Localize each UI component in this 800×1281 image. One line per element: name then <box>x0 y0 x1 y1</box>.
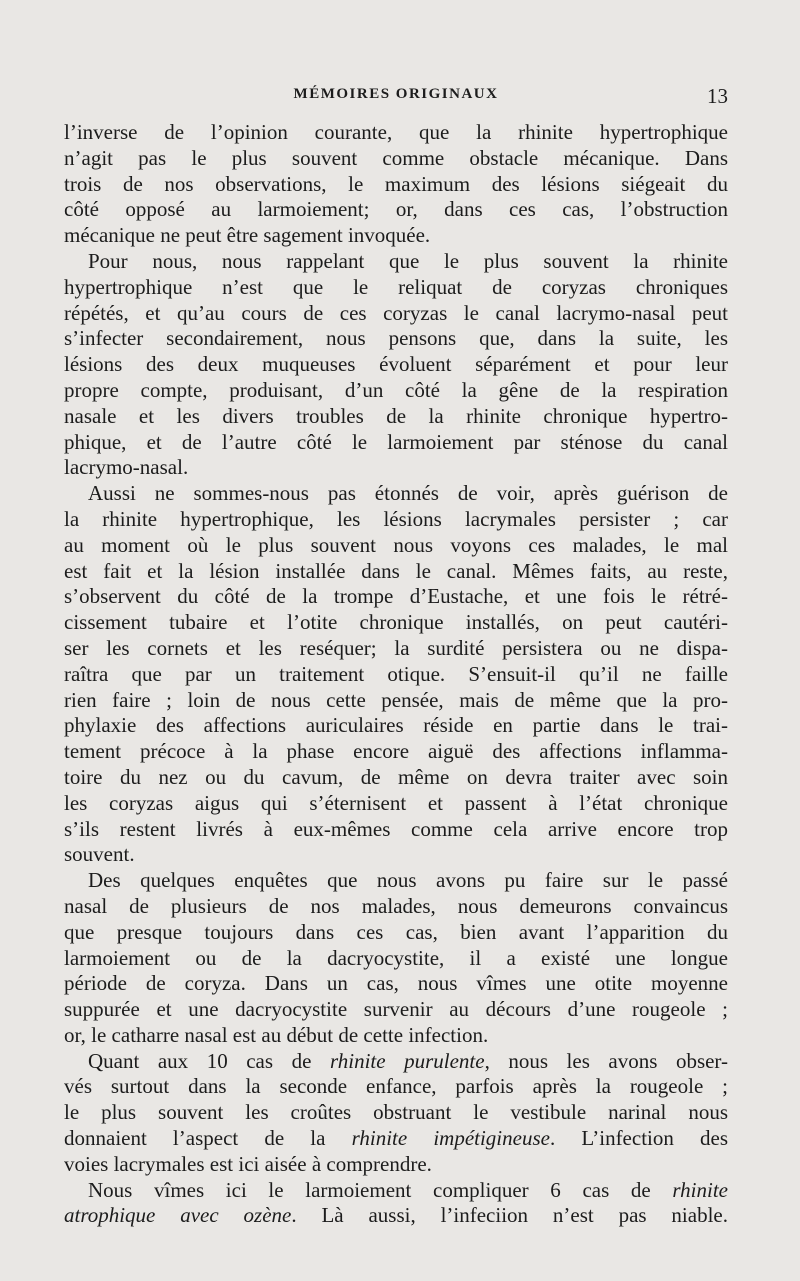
text-line: s’ils restent livrés à eux-mêmes comme cela arrive encore trop <box>64 816 728 841</box>
text-segment: Nous vîmes ici le larmoiement compliquer 6 cas de <box>88 1177 673 1202</box>
text-line: phique, et de l’autre côté le larmoiement par sténose du canal <box>64 429 728 454</box>
text-line: rien faire ; loin de nous cette pensée, mais de même que la pro- <box>64 687 728 712</box>
text-line: trois de nos observations, le maximum des lésions siégeait du <box>64 171 728 196</box>
text-line: que presque toujours dans ces cas, bien avant l’apparition du <box>64 919 728 944</box>
text-line: répétés, et qu’au cours de ces coryzas le canal lacrymo-nasal peut <box>64 300 728 325</box>
text-line <box>64 1203 728 1229</box>
text-line: côté opposé au larmoiement; or, dans ces cas, l’obstruction <box>64 197 728 222</box>
text-line: s’observent du côté de la trompe d’Eustache, et une fois le rétré- <box>64 584 728 609</box>
running-title: MÉMOIRES ORIGINAUX <box>293 86 499 102</box>
italic-term: rhinite <box>672 1177 728 1202</box>
text-line: voies lacrymales est ici aisée à comprendre. <box>64 1151 432 1176</box>
text-line: le plus souvent les croûtes obstruant le vestibule narinal nous <box>64 1100 728 1125</box>
text-segment: donnaient l’aspect de la <box>64 1126 352 1151</box>
italic-term: atrophique avec ozène <box>64 1203 292 1228</box>
text-line: lésions des deux muqueuses évoluent séparément et pour leur <box>64 352 728 377</box>
text-segment: Quant aux 10 cas de <box>88 1048 330 1073</box>
italic-term: rhinite purulente <box>329 1048 485 1073</box>
text-line: au moment où le plus souvent nous voyons ces malades, le mal <box>64 532 728 557</box>
text-line <box>64 1126 728 1152</box>
text-line: cissement tubaire et l’otite chronique installés, on peut cautéri- <box>64 610 728 635</box>
text-line <box>64 1178 728 1204</box>
text-line: larmoiement ou de la dacryocystite, il a existé une longue <box>64 945 728 970</box>
text-line: ser les cornets et les reséquer; la surdité persistera ou ne dispa- <box>64 635 728 660</box>
italic-term: rhinite impétigineuse <box>351 1126 550 1151</box>
text-line: phylaxie des affections auriculaires réside en partie dans le trai- <box>64 713 728 738</box>
text-line: toire du nez ou du cavum, de même on devra traiter avec soin <box>64 764 728 789</box>
page-number: 13 <box>707 84 728 108</box>
text-line: Des quelques enquêtes que nous avons pu faire sur le passé <box>88 868 728 893</box>
text-line: or, le catharre nasal est au début de cette infection. <box>64 1022 489 1047</box>
text-segment: . Là aussi, l’infeciion n’est pas niable. <box>291 1203 728 1228</box>
text-line: nasale et les divers troubles de la rhinite chronique hypertro- <box>64 403 728 428</box>
text-line: l’inverse de l’opinion courante, que la rhinite hypertrophique <box>64 120 728 144</box>
text-line: n’agit pas le plus souvent comme obstacle mécanique. Dans <box>64 145 728 170</box>
text-line <box>64 1049 728 1075</box>
text-line: est fait et la lésion installée dans le canal. Mêmes faits, au reste, <box>64 558 728 583</box>
text-line: lacrymo-nasal. <box>64 455 189 480</box>
text-line: tement précoce à la phase encore aiguë des affections inflamma- <box>64 739 728 764</box>
text-segment: . L’infection des <box>549 1126 728 1151</box>
text-line: hypertrophique n’est que le reliquat de coryzas chroniques <box>64 274 728 299</box>
text-line: nasal de plusieurs de nos malades, nous demeurons convaincus <box>64 893 728 918</box>
text-line: Pour nous, nous rappelant que le plus souvent la rhinite <box>88 248 728 273</box>
text-line: vés surtout dans la seconde enfance, parfois après la rougeole ; <box>64 1074 728 1099</box>
text-line: souvent. <box>64 842 135 867</box>
text-line: propre compte, produisant, d’un côté la gêne de la respiration <box>64 377 728 402</box>
text-line: Aussi ne sommes-nous pas étonnés de voir, après guérison de <box>88 481 728 506</box>
text-line: raîtra que par un traitement otique. S’ensuit-il qu’il ne faille <box>64 661 728 686</box>
page-header <box>64 84 728 110</box>
text-line: période de coryza. Dans un cas, nous vîmes une otite moyenne <box>64 971 728 996</box>
text-segment: , nous les avons obser- <box>484 1048 728 1073</box>
text-line: suppurée et une dacryocystite survenir au décours d’une rougeole ; <box>64 997 728 1022</box>
text-line: les coryzas aigus qui s’éternisent et passent à l’état chronique <box>64 790 728 815</box>
text-line: mécanique ne peut être sagement invoquée. <box>64 223 431 248</box>
text-line: la rhinite hypertrophique, les lésions lacrymales persister ; car <box>64 506 728 531</box>
text-line: s’infecter secondairement, nous pensons que, dans la suite, les <box>64 326 728 351</box>
body-text <box>64 120 728 1229</box>
